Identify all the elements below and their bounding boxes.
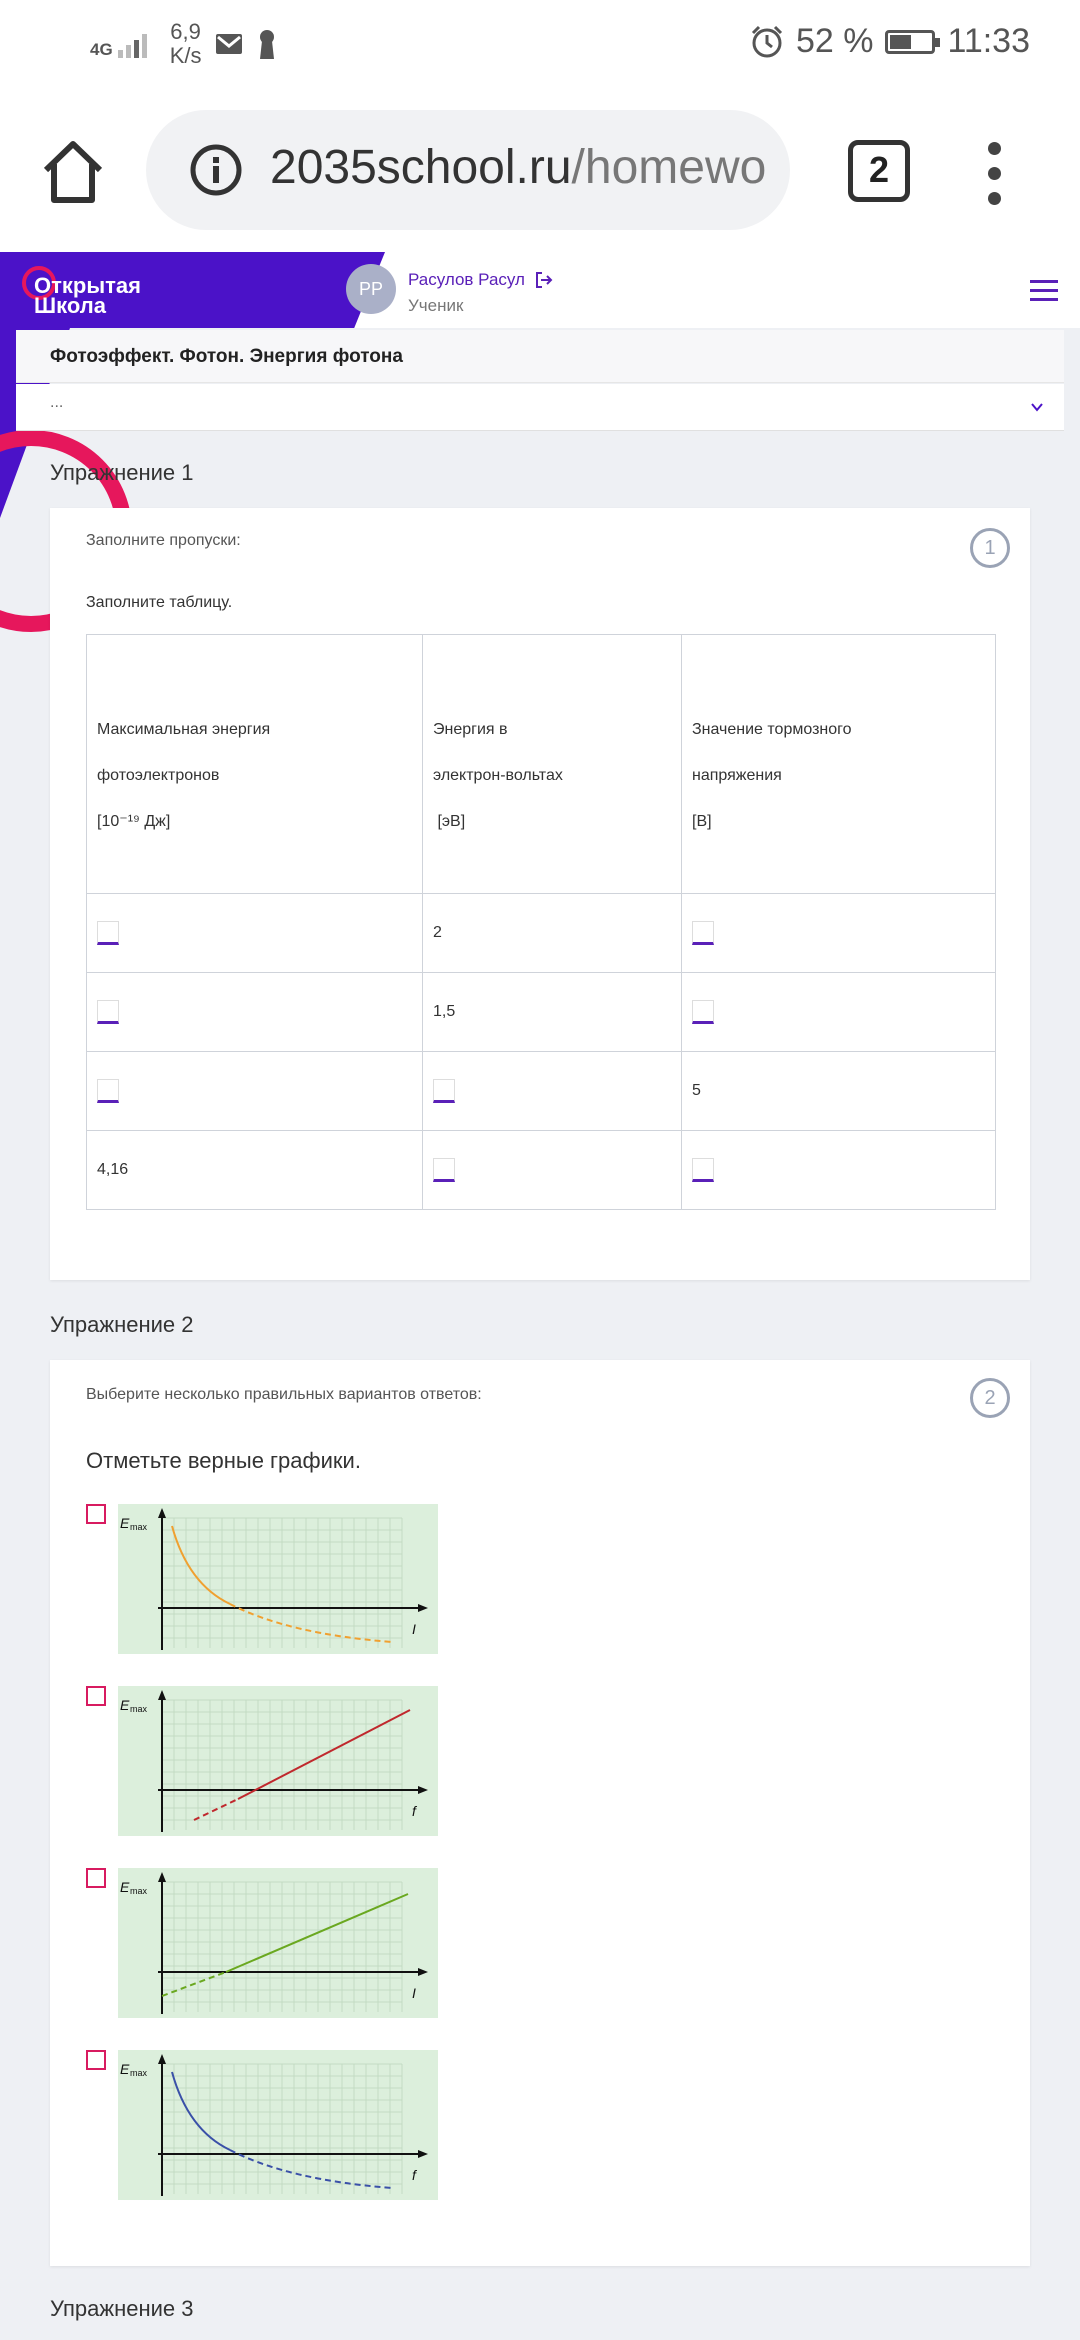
avatar[interactable]: PP [346,264,396,314]
alarm-icon [750,25,784,59]
graph-option [86,1504,446,1654]
answer-input[interactable] [97,1000,119,1024]
exercise-1-task: Заполните таблицу. [86,594,233,611]
logo-line-2: Школа [34,293,106,318]
table-cell [682,1052,996,1131]
status-bar [0,0,1080,82]
table-cell [682,1131,996,1210]
graph-y-label-subscript: max [130,1704,148,1714]
exercise-1-number-badge: 1 [970,528,1010,568]
chevron-down-icon[interactable] [1030,400,1044,414]
answer-input[interactable] [433,1158,455,1182]
topic-header [16,330,1064,383]
exercise-2-card [50,1360,1030,2266]
url-path: /homewo [571,141,767,194]
graph-y-label-subscript: max [130,1522,148,1532]
graph-x-label: f [412,2167,416,2183]
exercise-3-heading: Упражнение 3 [50,2296,194,2321]
answer-input[interactable] [97,921,119,945]
header-text: Энергия в [433,721,508,738]
tab-switcher-button[interactable]: 2 [848,140,910,202]
answer-checkbox[interactable] [86,1868,106,1888]
logout-icon[interactable] [534,270,554,290]
table-header-cell [87,635,423,894]
network-speed [170,20,202,68]
table-cell [87,973,423,1052]
battery-percent: 52 % [795,22,874,60]
header-text: [эВ] [433,813,466,830]
page-title: Фотоэффект. Фотон. Энергия фотона [50,346,403,367]
signal-icon [116,30,156,58]
url-domain: 2035school.ru [270,141,572,194]
logo-line-1: Открытая [34,273,141,298]
exercise-1-instruction: Заполните пропуски: [86,532,241,549]
clock: 11:33 [947,22,1030,60]
graph-option [86,2050,446,2200]
table-header-cell [682,635,996,894]
graph-y-label: E [120,1879,130,1895]
table-cell [423,973,682,1052]
graph-x-label: f [412,1803,416,1819]
url-text[interactable] [270,140,766,195]
answer-input[interactable] [692,921,714,945]
graph-y-label-subscript: max [130,1886,148,1896]
speed-value: 6,9 [170,19,201,44]
answer-checkbox[interactable] [86,2050,106,2070]
header-text: фотоэлектронов [97,767,220,784]
browser-toolbar [0,82,1080,254]
table-row [87,1052,996,1131]
table-cell [682,894,996,973]
graph-option [86,1686,446,1836]
cell-value: 4,16 [97,1161,129,1178]
header-text: электрон-вольтах [433,767,563,784]
cell-value: 1,5 [433,1003,456,1020]
graph-image [118,1686,438,1836]
hamburger-menu-icon[interactable] [1030,280,1058,307]
table-row [87,973,996,1052]
table-header-cell [423,635,682,894]
graph-image [118,1868,438,2018]
battery-icon [885,30,935,54]
graph-y-label: E [120,1697,130,1713]
graph-x-label: I [412,1985,416,2001]
header-text: Максимальная энергия [97,721,271,738]
answer-input[interactable] [97,1079,119,1103]
topic-selector-value: ... [50,394,64,411]
site-logo[interactable] [34,273,141,318]
table-cell [87,894,423,973]
user-name[interactable]: Расулов Расул [408,270,525,289]
fill-table [86,634,996,1210]
exercise-1-card [50,508,1030,1280]
home-icon[interactable] [38,136,108,206]
answer-input[interactable] [433,1079,455,1103]
graph-image [118,2050,438,2200]
table-cell [87,1131,423,1210]
graph-image [118,1504,438,1654]
table-cell [423,1131,682,1210]
exercise-2-instruction: Выберите несколько правильных вариантов ответов: [86,1386,482,1403]
cell-value: 2 [433,924,442,941]
address-bar[interactable] [146,110,790,230]
table-row [87,1131,996,1210]
header-text: [В] [692,813,712,830]
exercise-1-heading: Упражнение 1 [50,460,194,485]
graph-x-label: I [412,1621,416,1637]
exercise-2-heading: Упражнение 2 [50,1312,194,1337]
table-cell [682,973,996,1052]
answer-input[interactable] [692,1000,714,1024]
keyhole-icon [257,29,277,59]
topic-selector[interactable] [16,384,1064,431]
status-right [750,22,1030,61]
table-header-row [87,635,996,894]
mail-icon [215,33,243,55]
table-cell [87,1052,423,1131]
table-cell [423,1052,682,1131]
answer-checkbox[interactable] [86,1504,106,1524]
status-left [90,20,277,68]
header-text: напряжения [692,767,782,784]
overflow-menu-icon[interactable] [986,142,1002,206]
user-role: Ученик [408,296,464,315]
header-text: Значение тормозного [692,721,852,738]
info-icon[interactable] [190,144,242,196]
answer-input[interactable] [692,1158,714,1182]
signal-indicator [90,30,156,58]
exercise-2-number-badge: 2 [970,1378,1010,1418]
table-row [87,894,996,973]
graph-y-label: E [120,1515,130,1531]
table-cell [423,894,682,973]
header-text: [10⁻¹⁹ Дж] [97,813,171,830]
exercise-2-question: Отметьте верные графики. [86,1448,361,1473]
graph-option [86,1868,446,2018]
network-type: 4G [90,40,113,59]
speed-unit: K/s [169,43,202,68]
answer-checkbox[interactable] [86,1686,106,1706]
graph-y-label: E [120,2061,130,2077]
cell-value: 5 [692,1082,701,1099]
graph-y-label-subscript: max [130,2068,148,2078]
